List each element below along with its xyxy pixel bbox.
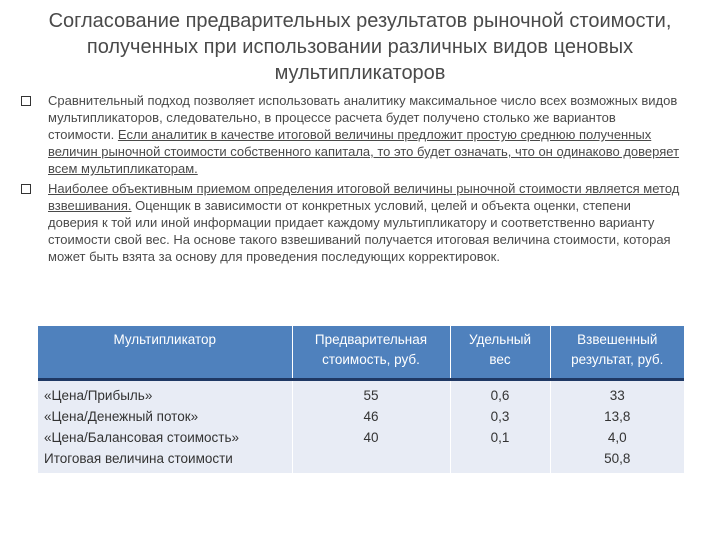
prelim-value: 55	[363, 388, 379, 403]
bullet-text-underlined: Наиболее объективным приемом определения итоговой величины рыночной стоимости является метод взвешивания.	[48, 181, 680, 213]
table-row	[38, 380, 684, 474]
prelim-value: 40	[363, 430, 379, 445]
total-label: Итоговая величина стоимости	[44, 451, 233, 466]
header-weighted-result: Взвешенный результат, руб.	[550, 326, 684, 380]
bullet-text-underlined: Если аналитик в качестве итоговой величины предложит простую среднюю полученных величин рыночной стоимости собственного капитала, то это будет означать, что он одинаково доверяет всем мультипликаторам.	[48, 127, 680, 176]
header-multiplier: Мультипликатор	[38, 326, 292, 380]
header-weight: Удельный вес	[450, 326, 550, 380]
multiplier-name: «Цена/Прибыль»	[44, 388, 153, 403]
weight-value: 0,3	[490, 409, 510, 424]
bullet-item	[20, 92, 680, 177]
weighted-result-cell	[550, 380, 684, 474]
weight-value: 0,6	[490, 388, 510, 403]
slide-title	[20, 8, 700, 86]
weighted-value: 4,0	[607, 430, 627, 445]
multiplier-name: «Цена/Балансовая стоимость»	[44, 430, 240, 445]
title-line: полученных при использовании различных видов ценовых	[86, 36, 634, 58]
checkbox-bullet-icon	[21, 96, 31, 106]
table-header-row	[38, 326, 684, 380]
multiplier-name: «Цена/Денежный поток»	[44, 409, 199, 424]
bullet-text: Оценщик в зависимости от конкретных условий, целей и объекта оценки, степени доверия к той или иной информации придает каждому мультипликатору и соответственно варианту стоимости свой вес. На основе такого взвешиваний получается итоговая величина стоимости, которая может быть взята за основу для проведения последующих корректировок.	[48, 198, 671, 264]
weighted-value: 13,8	[604, 409, 631, 424]
bullet-text: Сравнительный подход позволяет использовать аналитику максимальное число всех возможных видов мультипликаторов, следовательно, в процессе расчета будет получено столько же вариантов стоимости.	[48, 93, 678, 142]
prelim-value-cell	[292, 380, 450, 474]
weight-value: 0,1	[490, 430, 510, 445]
prelim-value: 46	[363, 409, 379, 424]
checkbox-bullet-icon	[21, 184, 31, 194]
multiplier-cell	[38, 380, 292, 474]
bullet-list	[20, 92, 680, 268]
title-line: Согласование предварительных результатов рыночной стоимости,	[48, 10, 672, 32]
bullet-item	[20, 180, 680, 265]
header-prelim-value: Предварительная стоимость, руб.	[292, 326, 450, 380]
weighted-total: 50,8	[604, 451, 631, 466]
multiplier-table	[38, 326, 684, 473]
title-line: мультипликаторов	[274, 62, 446, 84]
weighted-value: 33	[609, 388, 625, 403]
weight-cell	[450, 380, 550, 474]
